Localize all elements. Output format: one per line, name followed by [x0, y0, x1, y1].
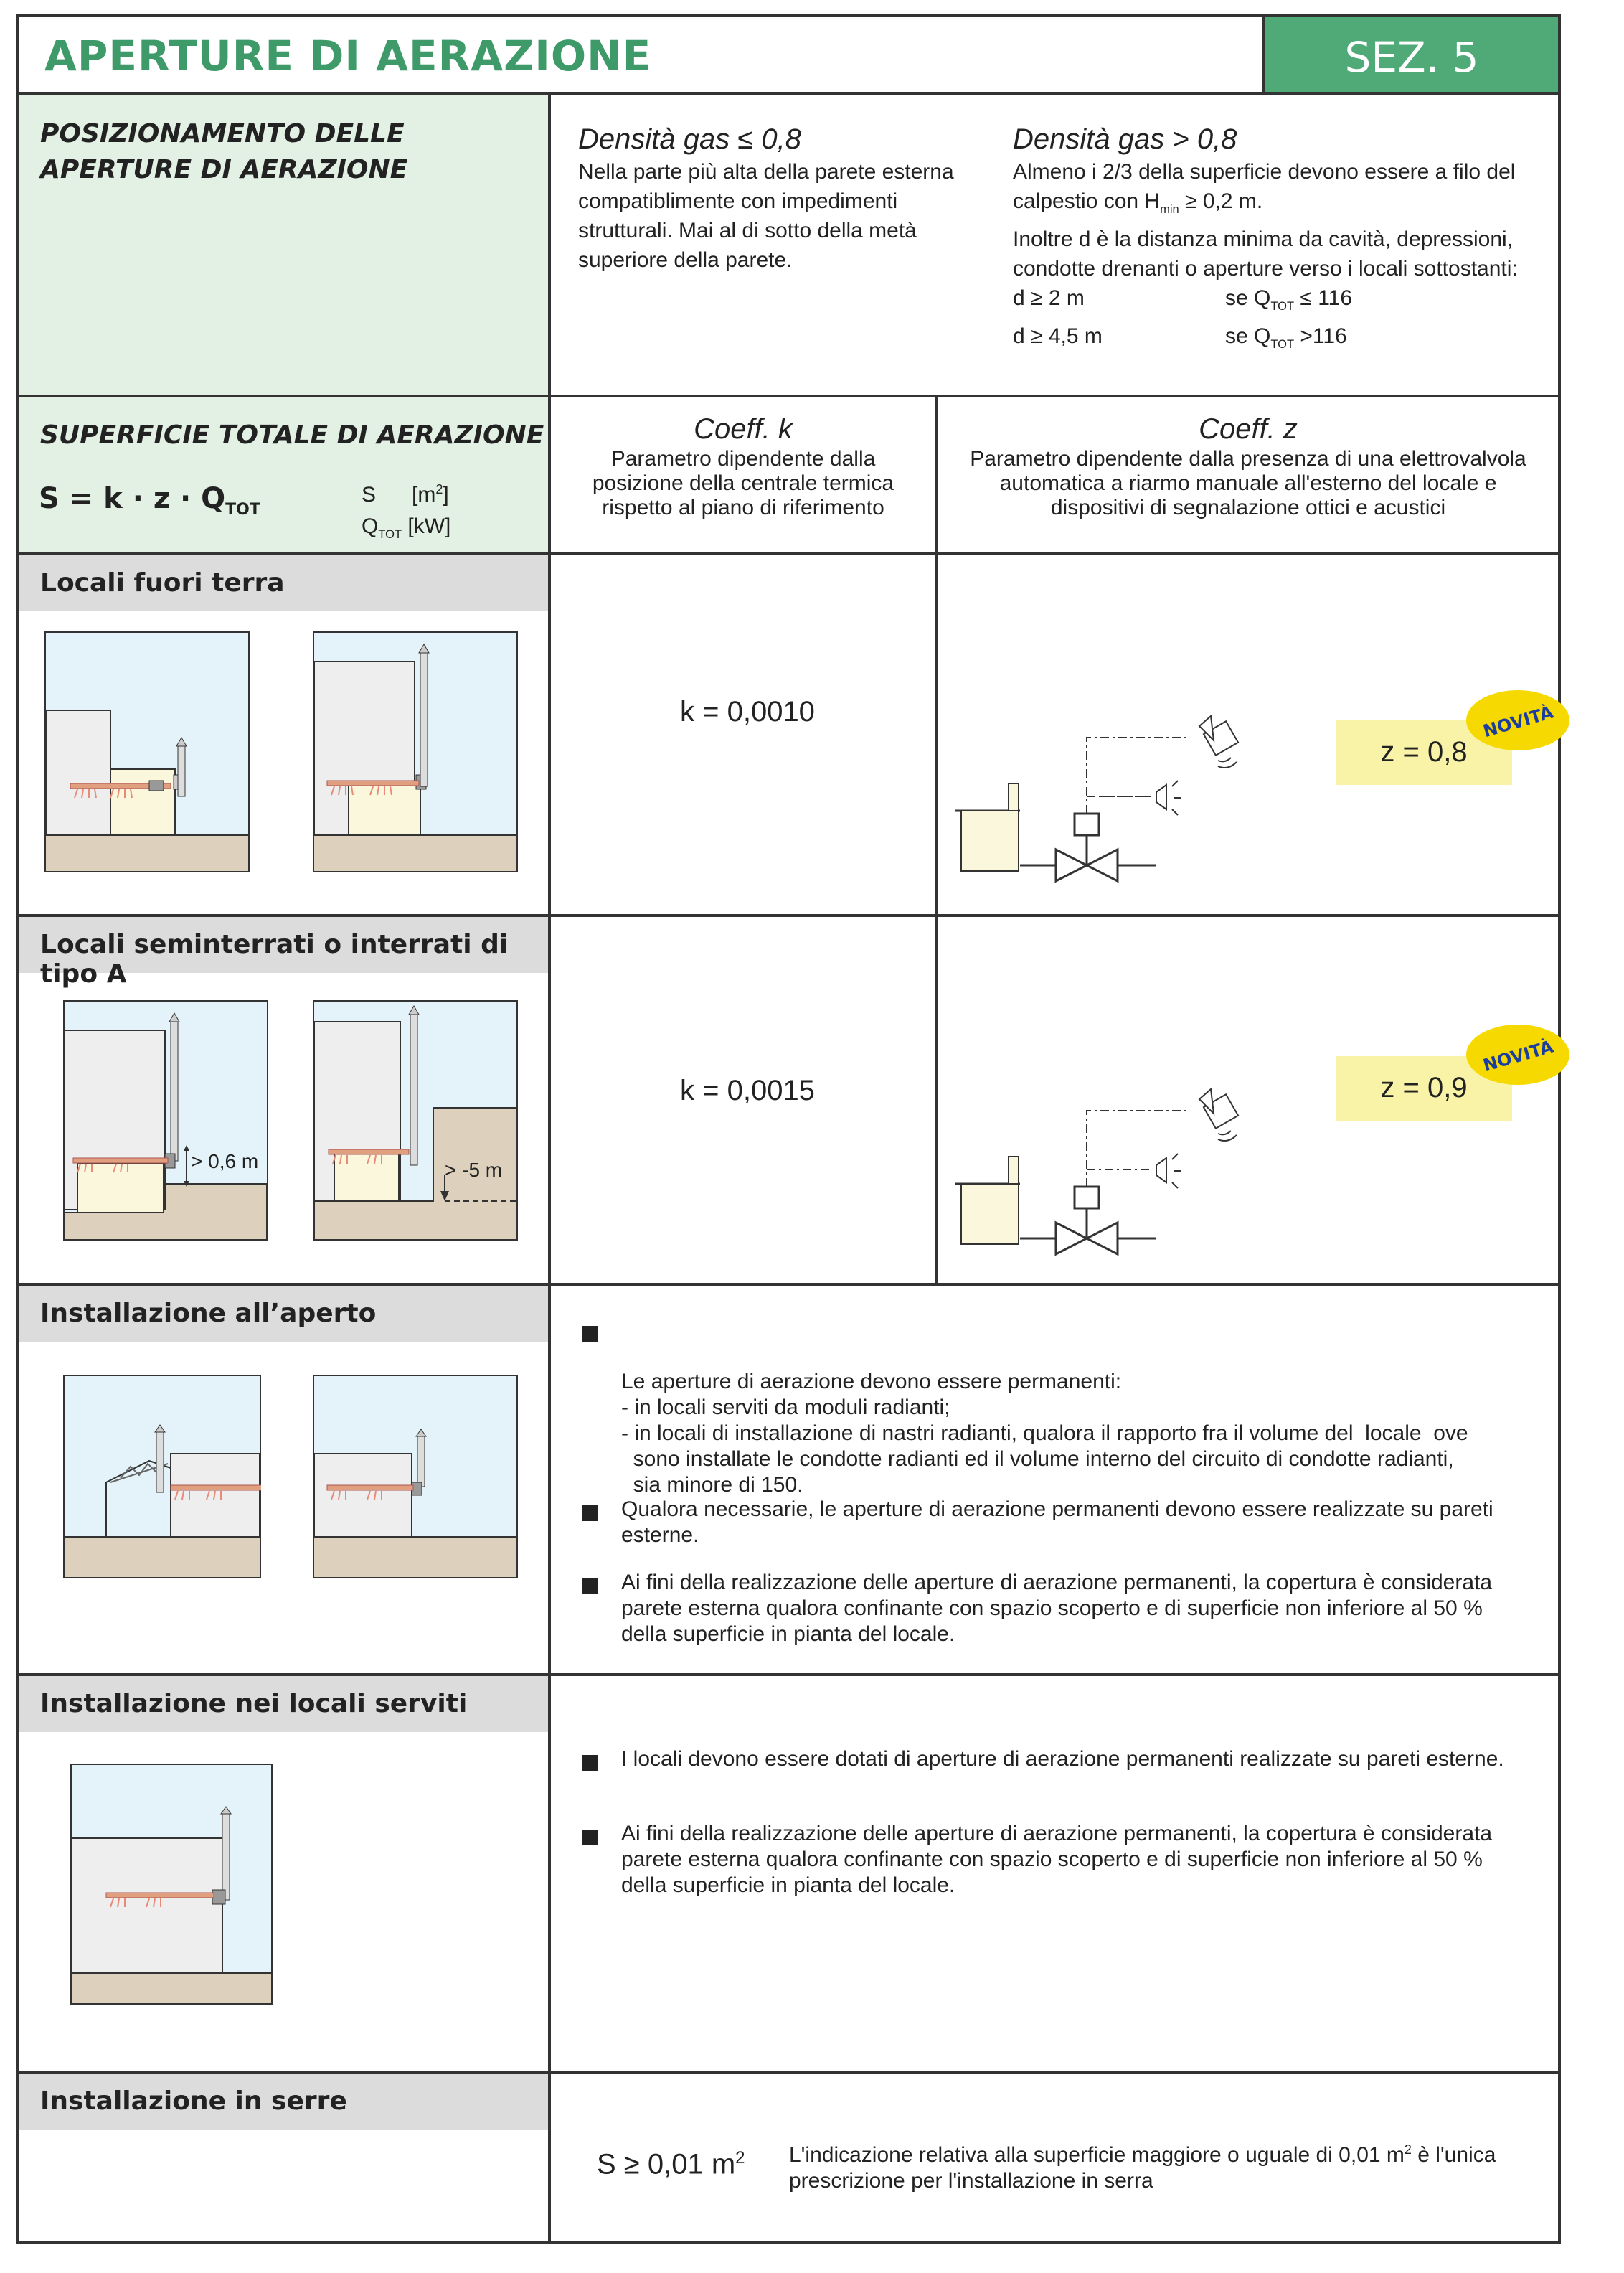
z-value-fuori-terra: z = 0,8 — [1336, 720, 1512, 785]
bullet-marker — [582, 1755, 598, 1771]
surface-label: SUPERFICIE TOTALE DI AERAZIONE — [40, 420, 544, 450]
svg-text:NOVITÀ: NOVITÀ — [1481, 1036, 1556, 1076]
novita-badge-2 — [1463, 1019, 1572, 1091]
coeff-k-line: Parametro dipendente dalla — [610, 447, 876, 471]
density-high-line: condotte drenanti o aperture verso i locali sottostanti: — [1013, 257, 1518, 281]
surface-units: S $[m^2]$ $Q_{TOT}$ [kW] — [362, 482, 451, 541]
row-title-fuori-terra: Locali fuori terra — [19, 555, 548, 611]
aperto-bullet-2: Qualora necessarie, le aperture di aerazione permanenti devono essere realizzate su pareti esterne. — [621, 1497, 1493, 1547]
row-title-serviti: Installazione nei locali serviti — [19, 1676, 548, 1732]
positioning-label: POSIZIONAMENTO DELLE APERTURE DI AERAZIONE — [40, 119, 408, 184]
page-title: APERTURE DI AERAZIONE — [44, 32, 652, 80]
row-title-aperto: Installazione all’aperto — [19, 1286, 548, 1342]
k-value-seminterrati: k = 0,0015 — [680, 1075, 815, 1106]
outdoor-illustration-1 — [63, 1375, 261, 1578]
density-low-line: Nella parte più alta della parete esterna — [578, 160, 954, 184]
page-header — [16, 14, 1561, 95]
distance-row: d ≥ 4,5 m se $Q_{TOT} >116$ — [1013, 324, 1347, 351]
coeff-z-line: Parametro dipendente dalla presenza di una elettrovalvola — [970, 447, 1526, 471]
ventilation-table — [16, 95, 1561, 2244]
svg-text:NOVITÀ: NOVITÀ — [1481, 702, 1556, 742]
density-low-line: compatiblimente con impedimenti — [578, 189, 898, 213]
density-low-line: strutturali. Mai al di sotto della metà — [578, 219, 917, 243]
aperto-bullet-3: Ai fini della realizzazione delle aperture di aerazione permanenti, la copertura è considerata parete esterna qualora confinante con spazio scoperto e di superficie non inferiore al 50 % della superficie in pianta del locale. — [621, 1571, 1493, 1646]
bullet-marker — [582, 1830, 598, 1845]
density-high-line: calpestio con $H_{min} \ge 0,2$ m. — [1013, 189, 1263, 216]
bullet-marker — [582, 1326, 598, 1342]
aperto-bullet-1: Le aperture di aerazione devono essere permanenti: - in locali serviti da moduli radianti; - in locali di installazione di nastri radianti, qualora il rapporto fra il volume del locale ove sono installate le condotte radianti ed il volume interno del circuito di condotte radianti, sia minore di 150. — [621, 1370, 1468, 1497]
k-value-fuori-terra: k = 0,0010 — [680, 696, 815, 728]
row-title-seminterrati: Locali seminterrati o interrati di tipo A — [19, 917, 548, 973]
building-above-ground-illustration-1 — [44, 631, 250, 872]
section-badge: SEZ. 5 — [1262, 17, 1558, 92]
density-high-line: Inoltre d è la distanza minima da cavità, depressioni, — [1013, 227, 1514, 251]
coeff-k-line: rispetto al piano di riferimento — [602, 496, 884, 519]
serre-formula: S ≥ 0,01 $m^2$ — [597, 2148, 745, 2180]
density-low-line: superiore della parete. — [578, 248, 793, 272]
bullet-marker — [582, 1505, 598, 1521]
row-title-serre: Installazione in serre — [19, 2074, 548, 2130]
density-high-block — [1013, 125, 1558, 359]
dimension-label-below: > -5 m — [445, 1159, 503, 1181]
basement-illustration-1 — [63, 1000, 268, 1241]
dimension-label-above: > 0,6 m — [191, 1150, 259, 1172]
serre-note: L'indicazione relativa alla superficie maggiore o uguale di 0,01 $m^2$ è l'unica prescrizione per l'installazione in serra — [789, 2142, 1496, 2193]
z-value-seminterrati: z = 0,9 — [1336, 1056, 1512, 1121]
coeff-k-line: posizione della centrale termica — [592, 471, 894, 495]
coeff-z-line: dispositivi di segnalazione ottici e acustici — [1050, 496, 1446, 519]
density-high-line: Almeno i 2/3 della superficie devono essere a filo del — [1013, 160, 1516, 184]
distance-row: d ≥ 2 m se $Q_{TOT} \le 116$ — [1013, 286, 1353, 313]
surface-formula: $S = k \cdot z \cdot Q_{TOT}$ — [39, 482, 260, 519]
density-high-title: Densità gas > 0,8 — [1013, 123, 1237, 155]
bullet-marker — [582, 1578, 598, 1594]
density-low-block — [578, 125, 994, 275]
coeff-z-line: automatica a riarmo manuale all'esterno del locale e — [999, 471, 1497, 495]
serviti-bullet-1: I locali devono essere dotati di aperture di aerazione permanenti realizzate su pareti esterne. — [621, 1747, 1504, 1771]
coeff-z-block — [938, 415, 1558, 520]
basement-illustration-2 — [313, 1000, 518, 1241]
serviti-bullet-2: Ai fini della realizzazione delle aperture di aerazione permanenti, la copertura è considerata parete esterna qualora confinante con spazio scoperto e di superficie non inferiore al 50 % della superficie in pianta del locale. — [621, 1822, 1493, 1897]
coeff-k-block — [551, 415, 935, 520]
novita-badge-1 — [1463, 684, 1572, 756]
solenoid-valve-diagram-2 — [948, 999, 1250, 1271]
served-room-illustration — [70, 1764, 273, 2005]
building-above-ground-illustration-2 — [313, 631, 518, 872]
coeff-z-title: Coeff. z — [1199, 413, 1298, 445]
outdoor-illustration-2 — [313, 1375, 518, 1578]
coeff-k-title: Coeff. k — [694, 413, 793, 445]
density-low-title: Densità gas ≤ 0,8 — [578, 123, 802, 155]
solenoid-valve-diagram-1 — [948, 626, 1250, 898]
